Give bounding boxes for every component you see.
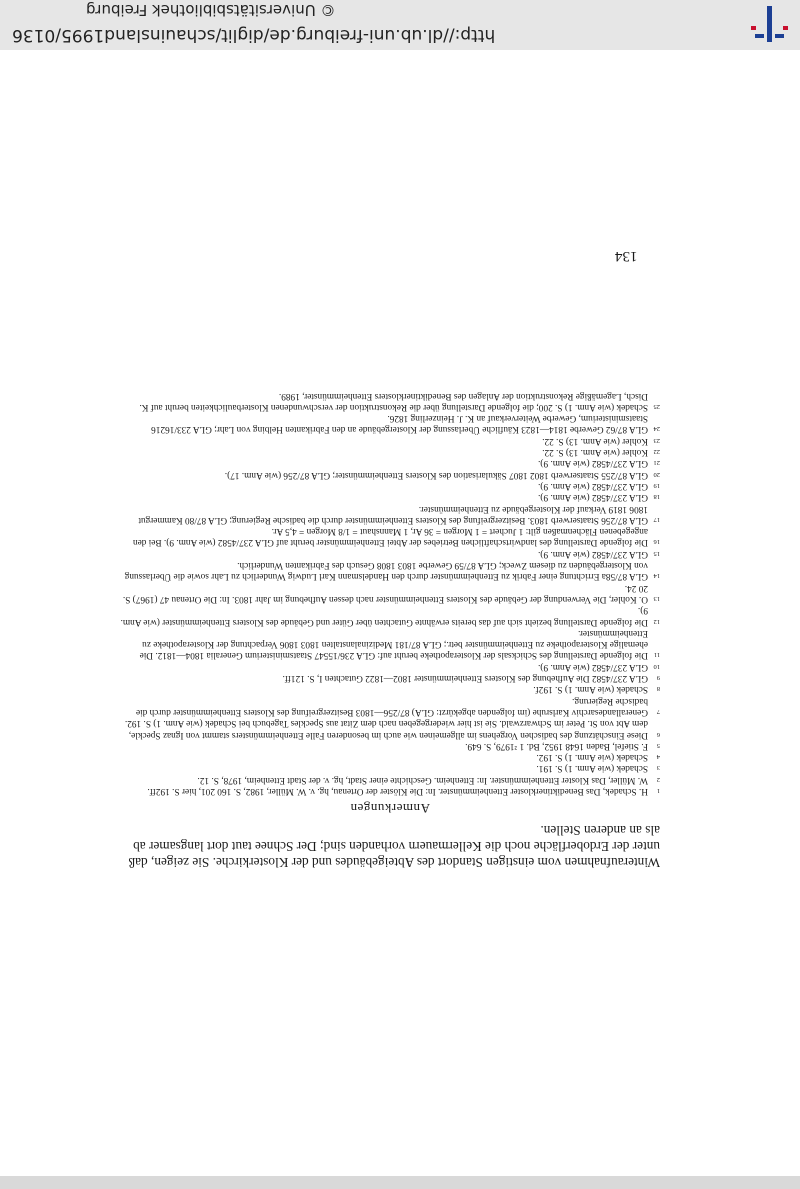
- footnote-text: GLA 87/58a Errichtung einer Fabrik zu Ettenheimmünster durch den Handelsmann Karl Ludwig Wunderlich zu Lahr sowie die Überlassung von Klostergebäuden zu diesem Zweck; GLA 87/59 Gewerbe 1803 1808 Gesuch des Fabrikanten Wunderlich.: [124, 560, 648, 582]
- footnote-text: H. Schadek, Das Benediktinerkloster Ettenheimmünster. In: Die Klöster der Ortenau, hg. v. W. Müller, 1982, S. 160 201, hier S. 192ff.: [147, 786, 648, 796]
- footnote: [120, 660, 660, 671]
- footnote-text: Schadek (wie Anm. 1) S. 200; die folgende Darstellung über die Rekonstruktion der verschwundenen Klosterbaulichkeiten beruht auf K. Disch, Lagemäßige Rekonstruktion der Anlagen des Benediktinerklosters Ettenheimmünster, 1989.: [139, 390, 648, 412]
- footnote-number: 5: [656, 741, 660, 749]
- footnote-text: Schadek (wie Anm. 1) S. 191.: [536, 763, 648, 774]
- footnote: [120, 604, 660, 627]
- footnote-text: F. Stiefel, Baden 1648 1952, Bd. 1 ²1979, S. 649.: [465, 740, 648, 751]
- footnote-text: GLA 87/256 Staatserwerb 1803. Besitzergreifung des Klosters Ettenheimmünster durch die badische Regierung; GLA 87/80 Kammergut 1806 1819 Verkauf der Klostergebäude zu Ettenheimmünster.: [138, 503, 648, 525]
- footnote: [120, 683, 660, 694]
- footnote-number: 18: [653, 493, 660, 501]
- footnote: [120, 435, 660, 446]
- footnote: [120, 525, 660, 548]
- footnote-text: GLA 237/4582 (wie Anm. 9).: [537, 492, 648, 503]
- footnote-text: Die folgende Darstellung bezieht sich auf das bereits erwähnte Gutachten über Güter und Gebäude des Klosters Ettenheimmünster (wie Anm. 9).: [120, 605, 648, 627]
- page-number: 134: [615, 248, 638, 264]
- footnote-number: 13: [653, 594, 660, 602]
- footnote: [120, 627, 660, 661]
- footnote-number: 7: [656, 707, 660, 715]
- footnote-number: 10: [653, 662, 660, 670]
- source-url-link[interactable]: http://dl.ub.uni-freiburg.de/diglit/schauinsland1995/0136: [12, 25, 496, 45]
- footnote-number: 3: [656, 764, 660, 772]
- footnote-number: 15: [653, 549, 660, 557]
- footnote-number: 1: [656, 787, 660, 794]
- footnote: [120, 457, 660, 468]
- footnote-text: GLA 237/4582 (wie Anm. 9).: [537, 548, 648, 559]
- footnote-number: 6: [656, 730, 660, 738]
- footnote: [120, 785, 660, 796]
- footnote-number: 2: [656, 775, 660, 783]
- footnote-text: GLA 237/4582 (wie Anm. 9).: [537, 480, 648, 491]
- footnote: [120, 480, 660, 491]
- footnote: [120, 446, 660, 457]
- footnote-text: Kohler (wie Anm. 13) S. 22.: [542, 435, 648, 446]
- library-credit: © Universitätsbibliothek Freiburg: [86, 1, 336, 19]
- footnote: [120, 672, 660, 683]
- footnote-number: 23: [653, 436, 660, 444]
- footnote-text: Diese Einschätzung des badischen Vorgehens im allgemeinen wie auch im besonderen Falle Ettenheimmünsters stammt von Ignaz Speckle, dem Abt von St. Peter im Schwarzwald. Sie ist hier wiedergegeben nach dem Zitat aus Speckles Tagebuch bei Schadek (wie Anm. 1) S. 192.: [124, 718, 648, 740]
- footnote-number: 14: [653, 572, 660, 580]
- footnote: [120, 491, 660, 502]
- footnote-number: 4: [656, 753, 660, 761]
- footnote: [120, 762, 660, 773]
- footnote-number: 8: [656, 685, 660, 693]
- footnote-number: 16: [653, 538, 660, 546]
- image-caption: Winteraufnahmen vom einstigen Standort des Abteigebäudes und der Klosterkirche. Sie zeigen, daß unter der Erdoberfläche noch die Kellermauern vorhanden sind; Der Schnee taut dort langsamer ab als an anderen Stellen.: [128, 823, 660, 870]
- footnote: [120, 547, 660, 558]
- footnote-text: O. Kohler, Die Verwendung der Gebäude des Klosters Ettenheimmünster nach dessen Aufhebung im Jahr 1803. In: Die Ortenau 47 (1967) S. 20 24.: [122, 582, 648, 604]
- footnote-text: GLA 87/255 Staatserwerb 1802 1807 Säkularisation des Klosters Ettenheimmünster; GLA 87/256 (wie Anm. 17).: [224, 469, 648, 480]
- footnote: [120, 502, 660, 525]
- footnote: [120, 694, 660, 717]
- ub-freiburg-logo-icon: [750, 4, 790, 44]
- footnote-text: Schadek (wie Anm. 1) S. 192f.: [533, 684, 648, 695]
- page-text-inner: [120, 300, 660, 870]
- footnote-text: Kohler (wie Anm. 13) S. 22.: [542, 447, 648, 458]
- footnote: [120, 717, 660, 740]
- footnote-text: Die folgende Darstellung des landwirtschaftlichen Betriebes der Abtei Ettenheimmünster beruht auf GLA 237/4582 (wie Anm. 9). Bei den angegebenen Flächenmaßen gilt: 1 Juchert = 1 Morgen = 36 Ar, 1 Mannshaut = 1/8 Morgen = 4,5 Ar.: [132, 526, 648, 548]
- footnote-number: 9: [656, 674, 660, 682]
- footnote-text: GLA 237/4582 (wie Anm. 9).: [537, 661, 648, 672]
- footnote-number: 20: [653, 470, 660, 478]
- footnote-text: GLA 237/4582 (wie Anm. 9).: [537, 458, 648, 469]
- notes-heading: Anmerkungen: [350, 801, 430, 816]
- footnote-text: Die folgende Darstellung des Schicksals der Klosterapotheke beruht auf: GLA 236/15547 Staatsministerium Generalia 1804—1812. Die ehemalige Klosterapotheke zu Ettenheimmünster betr.; GLA 87/181 Medizinalanstalten 1803 1806 Verpachtung der Klosterapotheke zu Ettenheimmünster.: [139, 627, 648, 661]
- footnote-text: Generallandesarchiv Karlsruhe (im folgenden abgekürzt: GLA) 87/256—1803 Besitzergreifung des Klosters Ettenheimmünster durch die badische Regierung.: [135, 695, 648, 717]
- footnote: [120, 773, 660, 784]
- footnote: [120, 740, 660, 751]
- footnote-text: GLA 87/62 Gewerbe 1814—1823 Käufliche Überlassung der Klostergebäude an den Fabrikanten Helbing von Lahr; GLA 233/16216 Staatsministerium, Gewerbe Weiterverkauf an K. J. Heinzerling 1826.: [151, 413, 648, 435]
- page-text-block: [120, 300, 660, 870]
- footnote-number: 24: [653, 425, 660, 433]
- footnotes-list: [120, 389, 660, 796]
- footnote-text: Schadek (wie Anm. 1) S. 192.: [536, 752, 648, 763]
- footnote-number: 11: [653, 651, 660, 659]
- footnote: [120, 412, 660, 435]
- footnote: [120, 559, 660, 582]
- viewer-footer-strip: [0, 1176, 800, 1189]
- footnote-number: 19: [653, 481, 660, 489]
- footnote: [120, 581, 660, 604]
- footnote-number: 22: [653, 448, 660, 456]
- footnote-number: 21: [653, 459, 660, 467]
- footnote: [120, 468, 660, 479]
- footnote-number: 25: [653, 402, 660, 410]
- footnote: [120, 751, 660, 762]
- footnote-number: 17: [653, 515, 660, 523]
- footnote-text: W. Müller, Das Kloster Ettenheimmünster. In: Ettenheim. Geschichte einer Stadt, hg. v. der Stadt Ettenheim, 1978, S. 12.: [197, 774, 648, 785]
- footnote: [120, 389, 660, 412]
- footnote-number: 12: [653, 617, 660, 625]
- footnote-text: GLA 237/4582 Die Aufhebung des Klosters Ettenheimmünster 1802—1822 Gutachten I, S. 121ff.: [282, 673, 648, 684]
